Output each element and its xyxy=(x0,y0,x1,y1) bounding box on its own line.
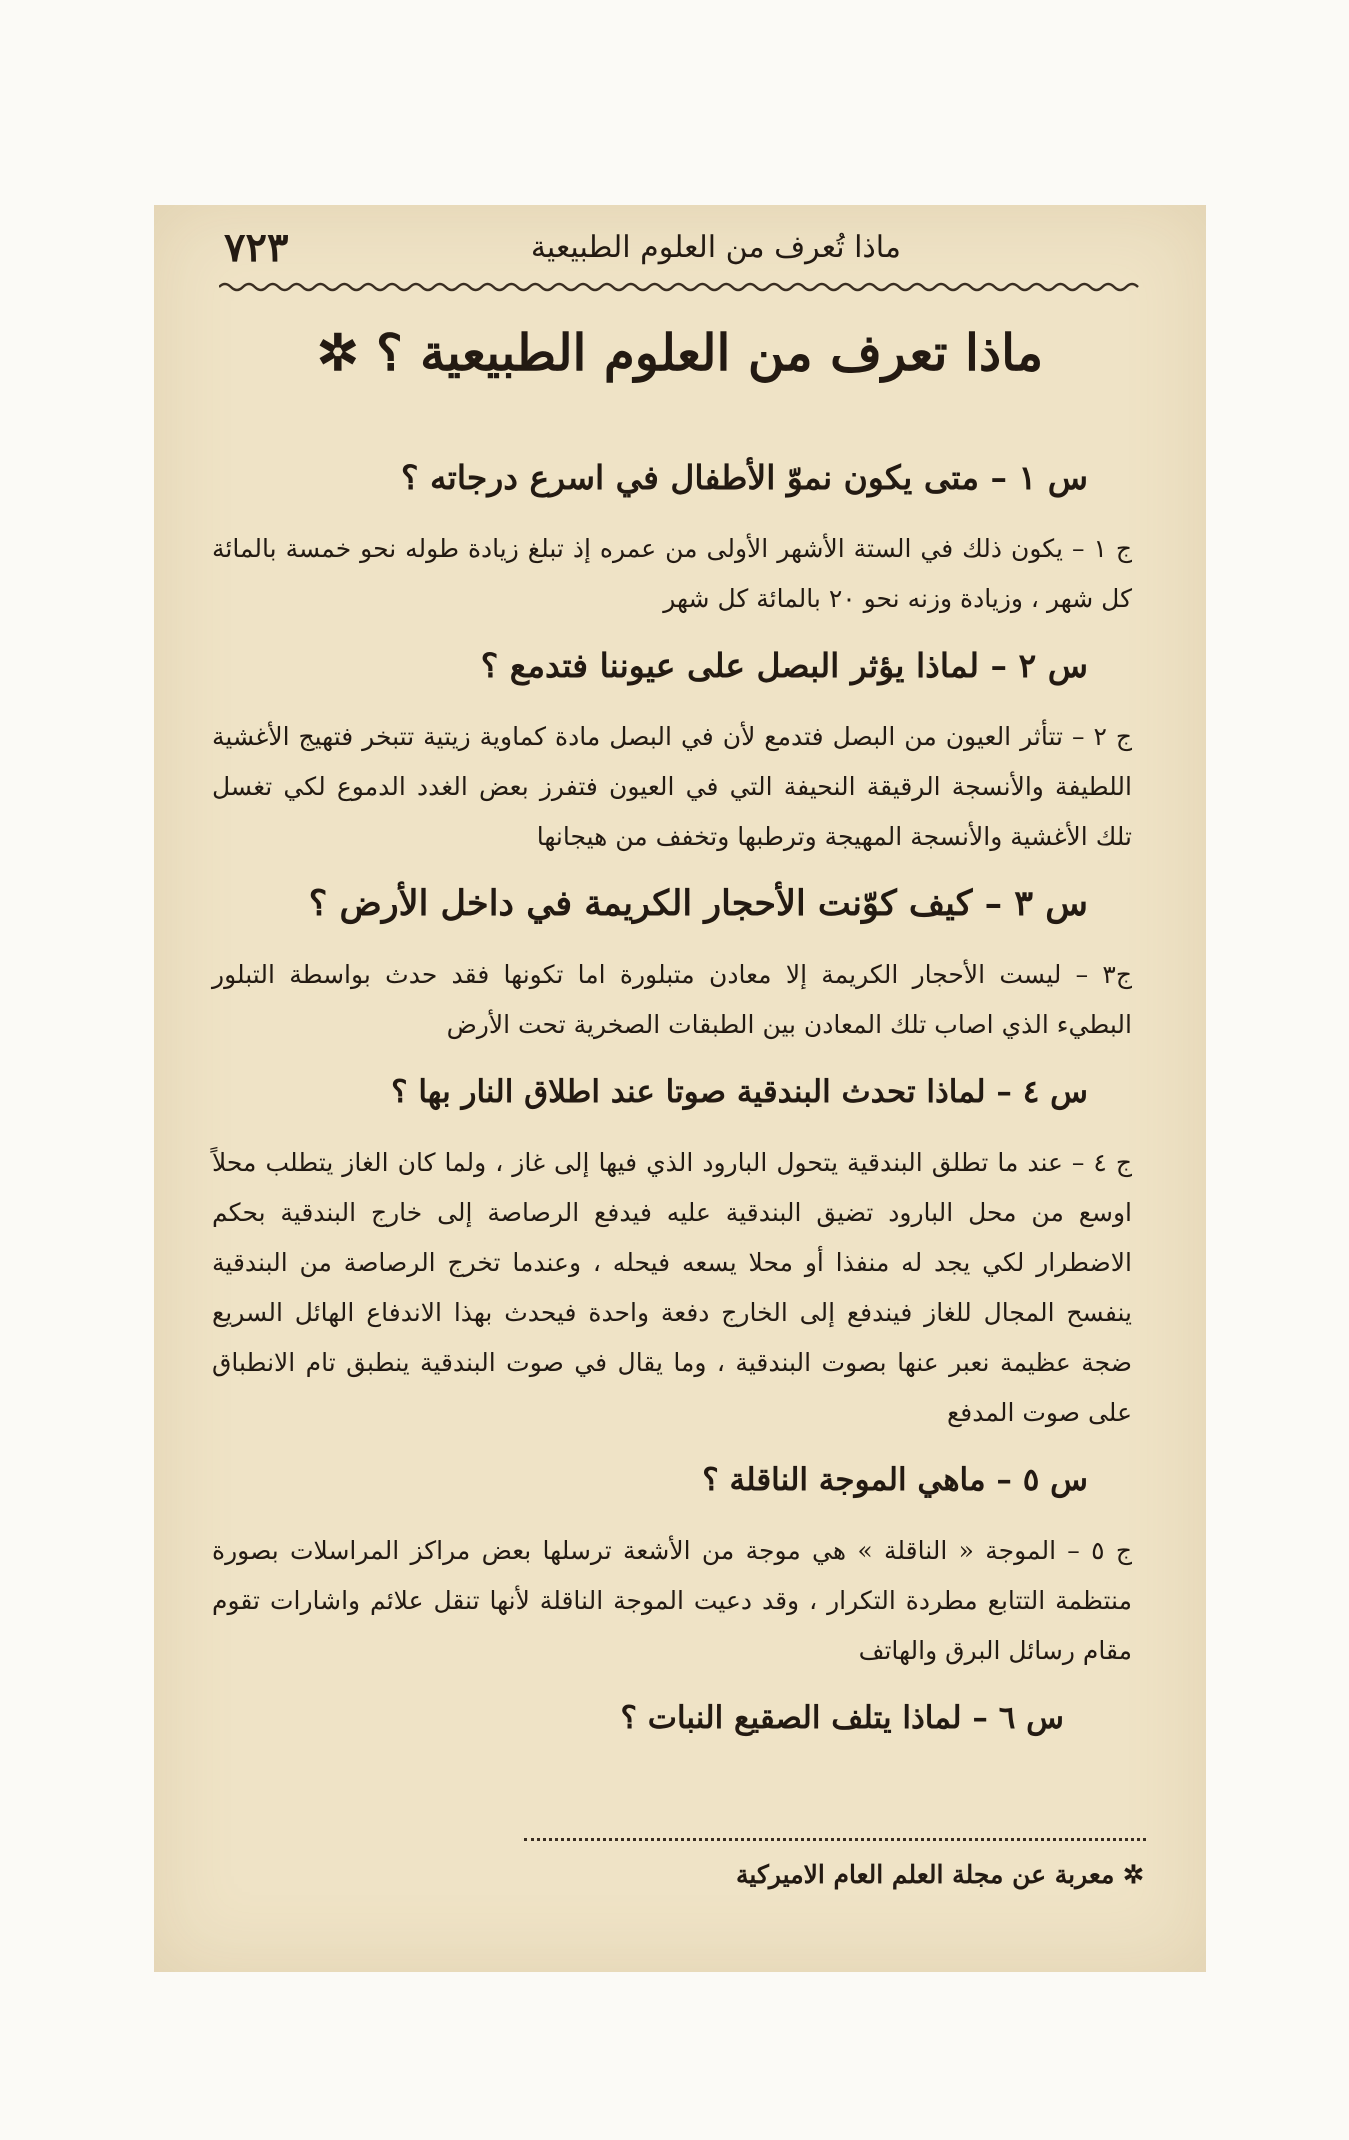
running-title: ماذا تُعرف من العلوم الطبيعية xyxy=(530,229,901,265)
answer-5: ج ٥ – الموجة « الناقلة » هي موجة من الأشعة ترسلها بعض مراكز المراسلات بصورة منتظمة التتابع مطردة التكرار ، وقد دعيت الموجة الناقلة لأنها تنقل علائم واشارات تقوم مقام رسائل البرق والهاتف xyxy=(212,1536,1132,1665)
answer-1: ج ١ – يكون ذلك في الستة الأشهر الأولى من عمره إذ تبلغ زيادة طوله نحو خمسة بالمائة كل شهر ، وزيادة وزنه نحو ٢٠ بالمائة كل شهر xyxy=(212,534,1132,613)
question-4: س ٤ – لماذا تحدث البندقية صوتا عند اطلاق النار بها ؟ xyxy=(391,1074,1088,1110)
footnote: ✲ معربة عن مجلة العلم العام الاميركية xyxy=(736,1860,1144,1889)
wavy-divider xyxy=(219,280,1144,294)
question-3: س ٣ – كيف كوّنت الأحجار الكريمة في داخل الأرض ؟ xyxy=(308,883,1088,924)
footnote-divider xyxy=(524,1838,1146,1841)
scanned-page xyxy=(154,205,1206,1972)
running-header xyxy=(224,217,1136,277)
answer-4: ج ٤ – عند ما تطلق البندقية يتحول البارود الذي فيها إلى غاز ، ولما كان الغاز يتطلب محلاً اوسع من محل البارود تضيق البندقية عليه فيدفع الرصاصة إلى خارج البندقية بحكم الاضطرار لكي يجد له منفذا أو محلا يسعه فيحله ، وعندما تخرج الرصاصة من البندقية ينفسح المجال للغاز فيندفع إلى الخارج دفعة واحدة فيحدث بهذا الاندفاع الهائل السريع ضجة عظيمة نعبر عنها بصوت البندقية ، وما يقال في صوت البندقية ينطبق تام الانطباق على صوت المدفع xyxy=(212,1148,1132,1427)
article-body xyxy=(212,450,1146,1764)
question-1: س ١ – متى يكون نموّ الأطفال في اسرع درجاته ؟ xyxy=(400,458,1088,497)
question-5: س ٥ – ماهي الموجة الناقلة ؟ xyxy=(702,1462,1088,1498)
page-number: ٧٢٣ xyxy=(224,223,289,271)
article-title: ماذا تعرف من العلوم الطبيعية ؟ ✲ xyxy=(316,323,1044,382)
question-2: س ٢ – لماذا يؤثر البصل على عيوننا فتدمع ؟ xyxy=(480,646,1088,685)
answer-2: ج ٢ – تتأثر العيون من البصل فتدمع لأن في البصل مادة كماوية زيتية تتبخر فتهيج الأغشية اللطيفة والأنسجة الرقيقة النحيفة التي في العيون فتفرز بعض الغدد الدموع لكي تغسل تلك الأغشية والأنسجة المهيجة وترطبها وتخفف من هيجانها xyxy=(212,722,1132,851)
question-6: س ٦ – لماذا يتلف الصقيع النبات ؟ xyxy=(620,1700,1064,1736)
answer-3: ج٣ – ليست الأحجار الكريمة إلا معادن متبلورة اما تكونها فقد حدث بواسطة التبلور البطيء الذي اصاب تلك المعادن بين الطبقات الصخرية تحت الأرض xyxy=(212,960,1132,1039)
